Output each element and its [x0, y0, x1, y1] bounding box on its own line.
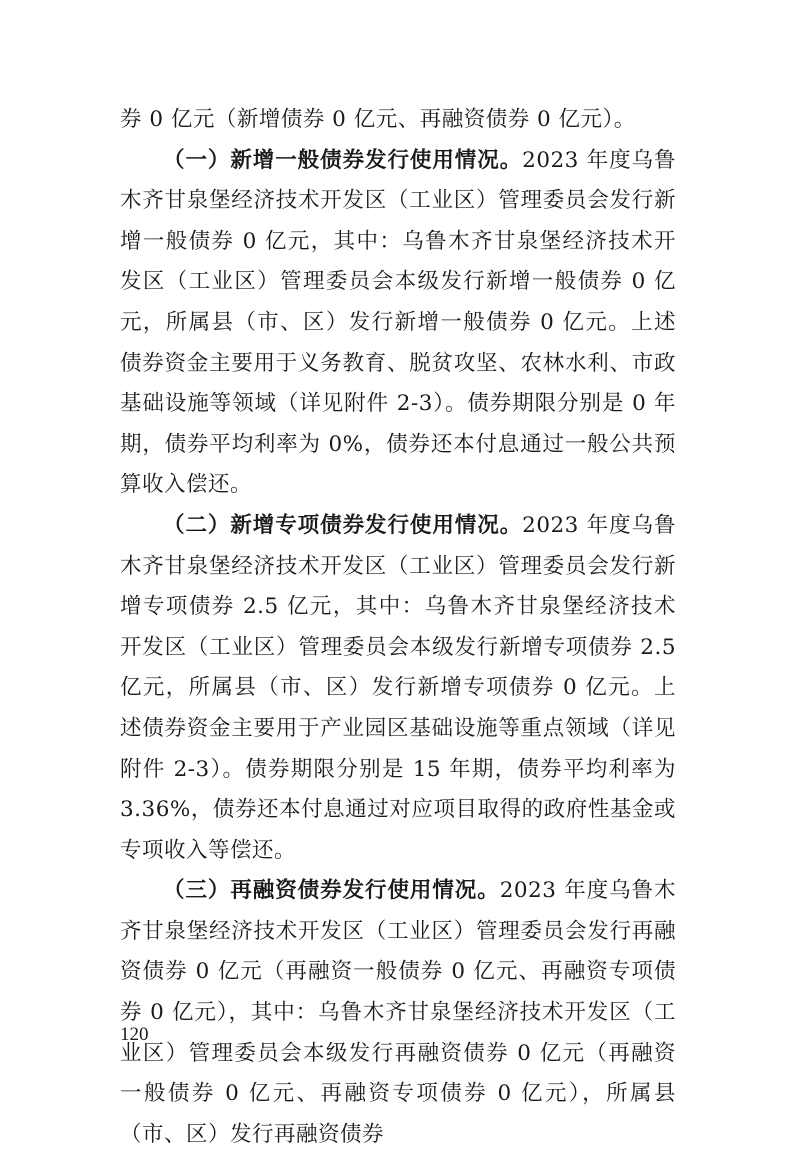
paragraph-refinancing-bonds [120, 871, 676, 1155]
paragraph-new-special-bonds [120, 506, 676, 871]
section-heading: （三）再融资债券发行使用情况。 [163, 878, 500, 904]
page-number: 120 [120, 1024, 149, 1045]
paragraph-text: 2023 年度乌鲁木齐甘泉堡经济技术开发区（工业区）管理委员会发行新增一般债券 0 亿元，其中：乌鲁木齐甘泉堡经济技术开发区（工业区）管理委员会本级发行新增一般债券 0 亿元，所属县（市、区）发行新增一般债券 0 亿元。上述债券资金主要用于义务教育、脱贫攻坚、农林水利、市政基础设施等领域（详见附件 2-3）。债券期限分别是 0 年期，债券平均利率为 0%，债券还本付息通过一般公共预算收入偿还。 [120, 147, 676, 498]
paragraph-text: 2023 年度乌鲁木齐甘泉堡经济技术开发区（工业区）管理委员会发行再融资债券 0 亿元（再融资一般债券 0 亿元、再融资专项债券 0 亿元），其中：乌鲁木齐甘泉堡经济技术开发区（工业区）管理委员会本级发行再融资债券 0 亿元（再融资一般债券 0 亿元、再融资专项债券 0 亿元），所属县（市、区）发行再融资债券 [120, 878, 676, 1147]
section-heading: （二）新增专项债券发行使用情况。 [163, 512, 523, 538]
paragraph-new-general-bonds [120, 141, 676, 506]
paragraph-continuation [120, 100, 676, 141]
paragraph-text: 2023 年度乌鲁木齐甘泉堡经济技术开发区（工业区）管理委员会发行新增专项债券 2.5 亿元，其中：乌鲁木齐甘泉堡经济技术开发区（工业区）管理委员会本级发行新增专项债券 2.5 亿元，所属县（市、区）发行新增专项债券 0 亿元。上述债券资金主要用于产业园区基础设施等重点领域（详见附件 2-3）。债券期限分别是 15 年期，债券平均利率为 3.36%，债券还本付息通过对应项目取得的政府性基金或专项收入等偿还。 [120, 512, 676, 863]
paragraph-text: 券 0 亿元（新增债券 0 亿元、再融资债券 0 亿元）。 [120, 107, 636, 132]
section-heading: （一）新增一般债券发行使用情况。 [163, 147, 523, 173]
document-body [120, 100, 676, 1155]
